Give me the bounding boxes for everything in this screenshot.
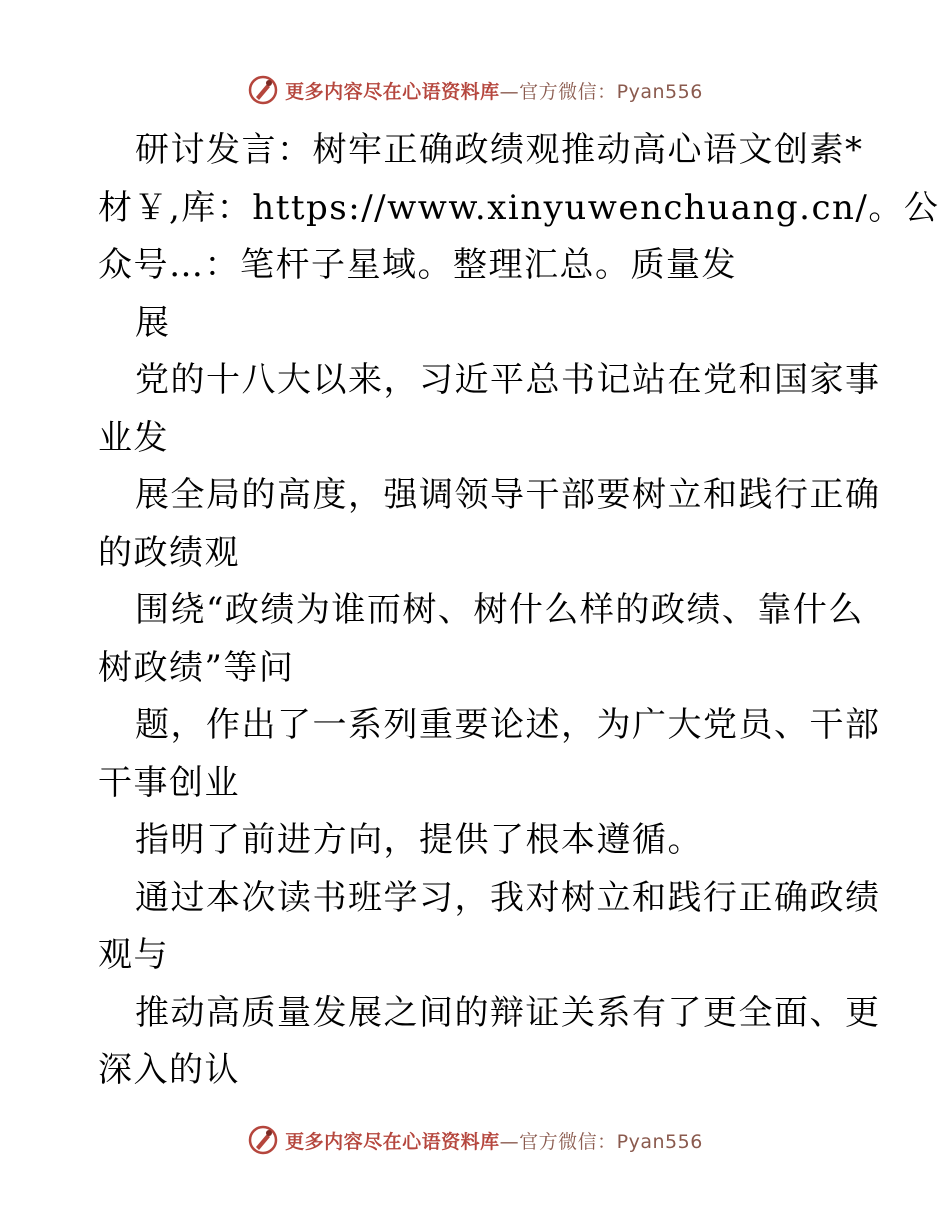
footer-watermark [0,1120,950,1160]
text-line: 众号…：笔杆子星域。整理汇总。质量发 [98,245,737,285]
pen-logo-icon [247,1124,279,1156]
text-line: 展全局的高度，强调领导干部要树立和践行正确 [135,475,881,515]
text-line: 深入的认 [98,1050,240,1090]
document-body [98,122,940,1100]
text-line: 材￥,库：https://www.xinyuwenchuang.cn/。公 [98,187,940,228]
text-line: 党的十八大以来，习近平总书记站在党和国家事 [135,360,881,400]
text-line: 干事创业 [98,762,240,803]
text-line: 围绕“政绩为谁而树、树什么样的政绩、靠什么 [135,590,864,630]
text-line: 的政绩观 [98,532,240,573]
text-line: 通过本次读书班学习，我对树立和践行正确政绩 [135,877,881,918]
pen-logo-icon [247,74,279,106]
text-line: 观与 [98,935,169,975]
header-watermark-text: 更多内容尽在心语资料库—官方微信：Pyan556 [285,80,703,103]
text-line: 指明了前进方向，提供了根本遵循。 [135,820,703,860]
text-line: 题，作出了一系列重要论述，为广大党员、干部 [135,705,881,745]
text-line: 树政绩”等问 [98,647,295,688]
text-line: 业发 [98,417,169,458]
text-line: 推动高质量发展之间的辩证关系有了更全面、更 [135,992,881,1033]
text-line: 展 [135,302,171,343]
footer-watermark-text: 更多内容尽在心语资料库—官方微信：Pyan556 [285,1130,703,1153]
header-watermark [0,70,950,110]
text-line: 研讨发言：树牢正确政绩观推动高心语文创素* [135,130,864,170]
